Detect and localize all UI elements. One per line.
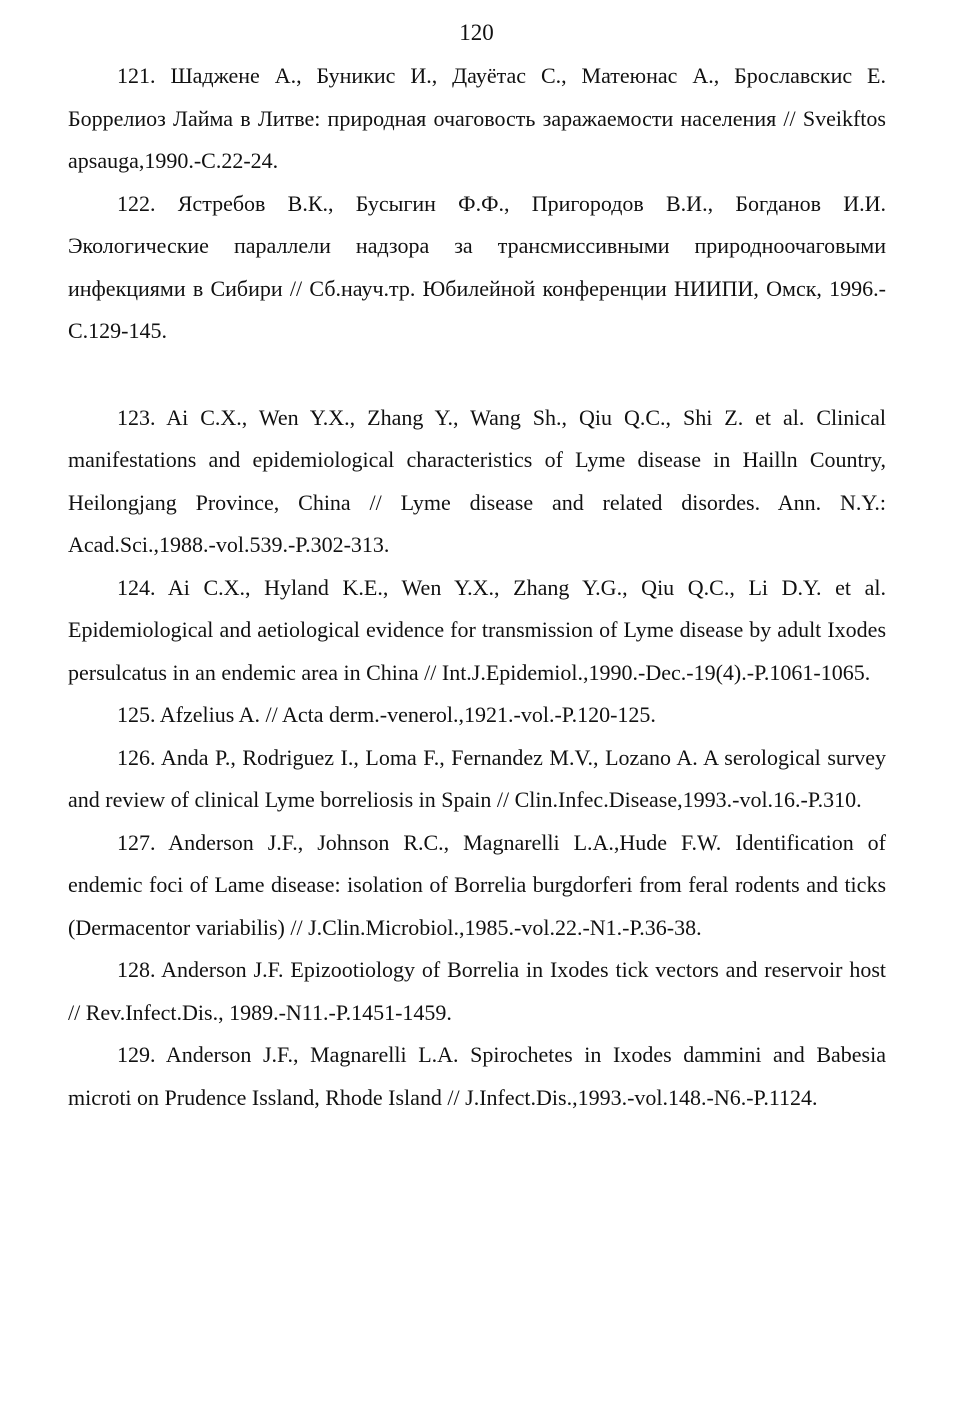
reference-text: Anderson J.F. Epizootiology of Borrelia in Ixodes tick vectors and reservoir host // Rev.Infect.Dis., 1989.-N11.-P.1451-1459. [68, 957, 886, 1025]
reference-number: 126. [117, 744, 156, 770]
reference-text: Anderson J.F., Johnson R.C., Magnarelli L.A.,Hude F.W. Identification of endemic foci of Lame disease: isolation of Borrelia burgdorferi from feral rodents and ticks (Dermacentor variabilis) // J.Clin.Microbiol.,1985.-vol.22.-N1.-P.36-38. [68, 829, 886, 940]
reference-number: 122. [117, 190, 156, 216]
reference-number: 124. [117, 574, 156, 600]
reference-text: Ai C.X., Hyland K.E., Wen Y.X., Zhang Y.G., Qiu Q.C., Li D.Y. et al. Epidemiological and aetiological evidence for transmission of Lyme disease by adult Ixodes persulcatus in an endemic area in China // Int.J.Epidemiol.,1990.-Dec.-19(4).-P.1061-1065. [68, 574, 886, 685]
reference-list [68, 55, 886, 1119]
reference-item [68, 567, 886, 695]
reference-number: 128. [117, 957, 156, 982]
reference-item [68, 694, 886, 737]
reference-item [68, 183, 886, 353]
reference-text: Anda P., Rodriguez I., Loma F., Fernandez M.V., Lozano A. A serological survey and review of clinical Lyme borreliosis in Spain // Clin.Infec.Disease,1993.-vol.16.-P.310. [68, 744, 886, 812]
reference-number: 127. [117, 829, 156, 855]
reference-item [68, 949, 886, 1034]
reference-number: 123. [117, 404, 156, 430]
reference-number: 125. [117, 702, 156, 727]
reference-text: Ястребов В.К., Бусыгин Ф.Ф., Пригородов В.И., Богданов И.И. Экологические параллели надзора за трансмиссивными природноочаговыми инфекциями в Сибири // Сб.науч.тр. Юбилейной конференции НИИПИ, Омск, 1996.-С.129-145. [68, 190, 887, 343]
reference-item [68, 1034, 886, 1119]
reference-item [68, 822, 886, 950]
reference-number: 129. [117, 1042, 156, 1067]
reference-text: Шаджене А., Буникис И., Дауётас С., Матеюнас А., Брославскис Е. Боррелиоз Лайма в Литве: природная очаговость заражаемости населения // Sveikftos apsauga,1990.-C.22-24. [68, 63, 886, 173]
reference-text: Anderson J.F., Magnarelli L.A. Spirochetes in Ixodes dammini and Babesia microti on Prudence Issland, Rhode Island // J.Infect.Dis.,1993.-vol.148.-N6.-P.1124. [68, 1042, 886, 1110]
reference-item [68, 737, 886, 822]
reference-number: 121. [117, 63, 156, 88]
reference-item [68, 397, 886, 567]
page-number: 120 [459, 20, 494, 45]
reference-text: Ai C.X., Wen Y.X., Zhang Y., Wang Sh., Qiu Q.C., Shi Z. et al. Clinical manifestations and epidemiological characteristics of Lyme disease in Hailln Country, Heilongjang Province, China // Lyme disease and related disordes. Ann. N.Y.: Acad.Sci.,1988.-vol.539.-P.302-313. [68, 404, 886, 557]
reference-item [68, 55, 886, 183]
reference-text: Afzelius A. // Acta derm.-venerol.,1921.-vol.-P.120-125. [159, 702, 656, 727]
